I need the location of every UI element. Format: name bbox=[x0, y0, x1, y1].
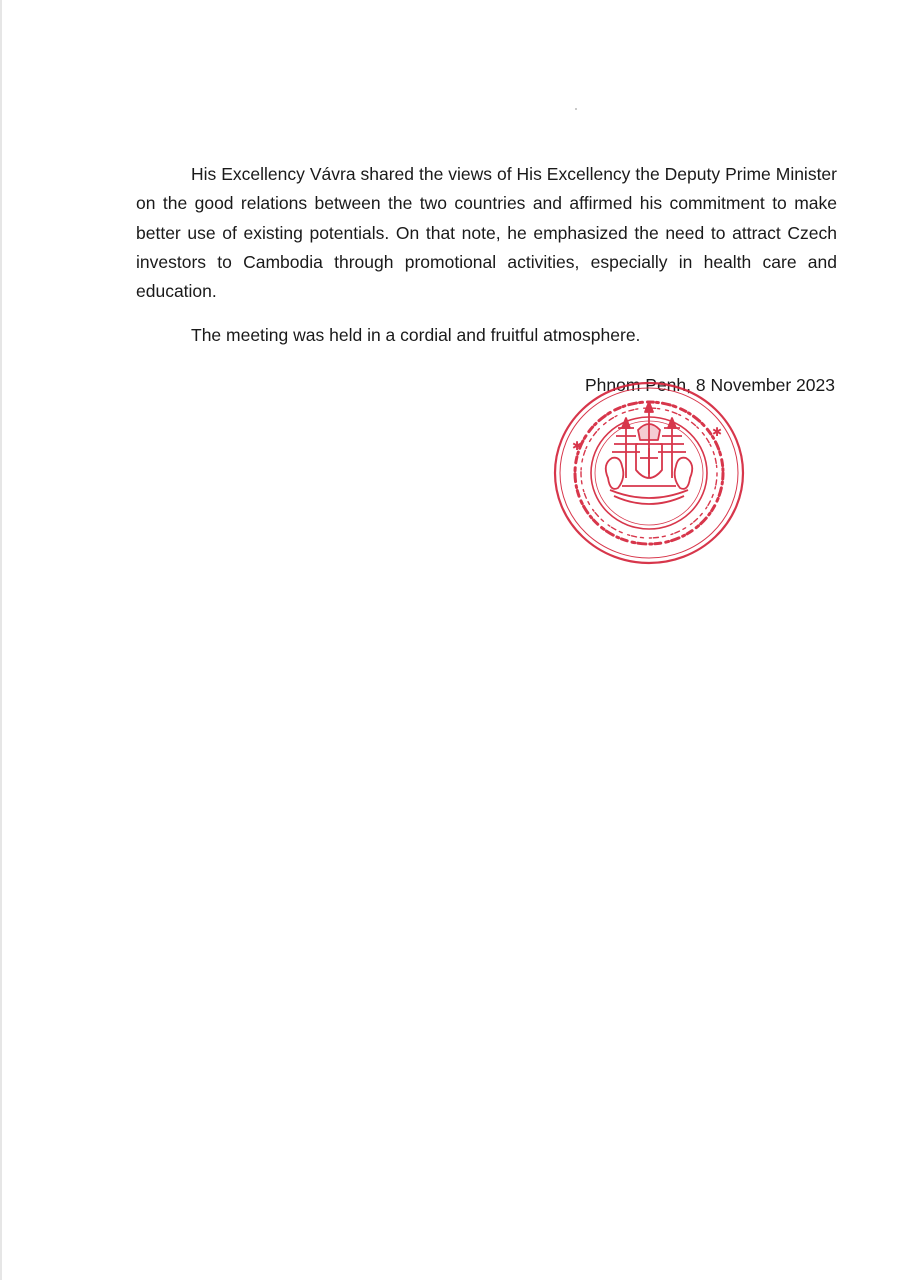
paragraph-meeting-atmosphere: The meeting was held in a cordial and fruitful atmosphere. bbox=[191, 325, 641, 346]
svg-text:✱: ✱ bbox=[572, 439, 583, 453]
scan-speck bbox=[575, 108, 577, 110]
svg-text:✱: ✱ bbox=[712, 425, 723, 439]
letter-body bbox=[136, 160, 837, 351]
official-seal-icon bbox=[552, 378, 747, 568]
paragraph-meeting-views: His Excellency Vávra shared the views of His Excellency the Deputy Prime Minister on the good relations between the two countries and affirmed his commitment to make better use of existing potentials. On that note, he emphasized the need to attract Czech investors to Cambodia through promotional activities, especially in health care and education. bbox=[136, 164, 837, 302]
place-and-date: Phnom Penh, 8 November 2023 bbox=[584, 375, 835, 395]
